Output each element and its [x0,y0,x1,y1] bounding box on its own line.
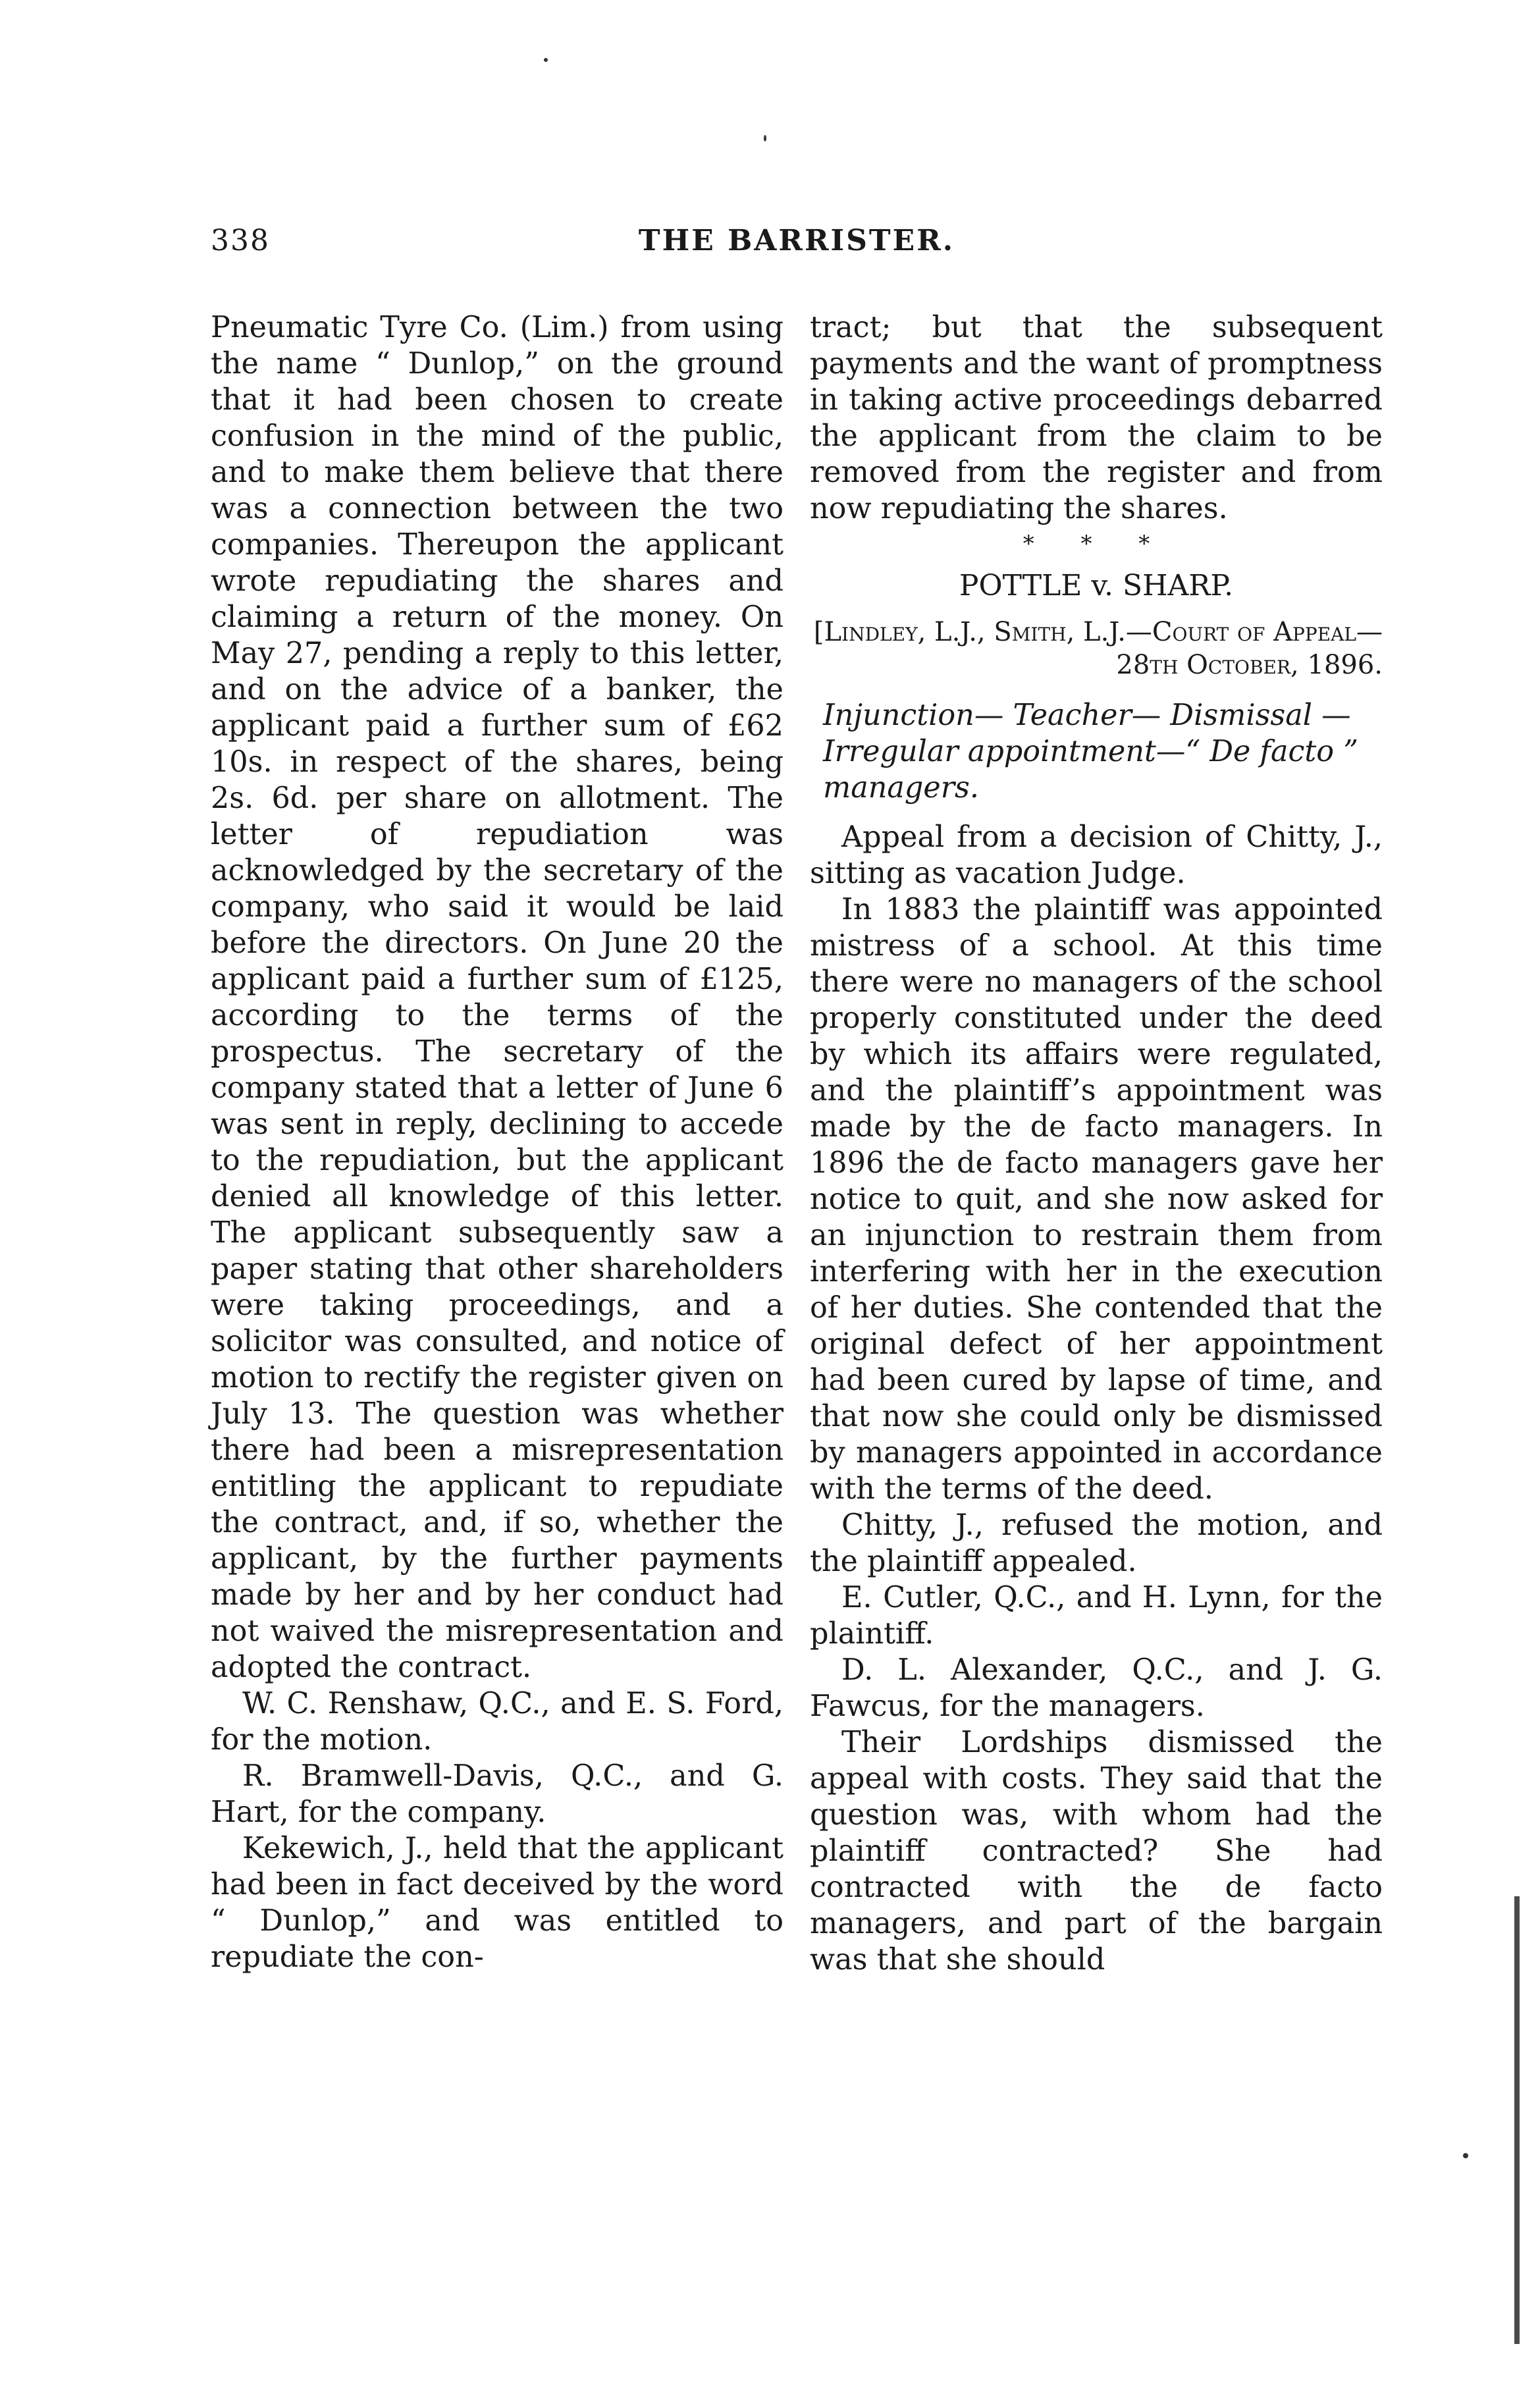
paragraph: R. Bramwell-Davis, Q.C., and G. Hart, for the company. [211,1759,783,1829]
paragraph: Pneumatic Tyre Co. (Lim.) from using the name “ Dunlop,” on the ground that it had been chosen to create confusion in the mind of the public, and to make them believe that there was a connection between the two companies. Thereupon the applicant wrote repudiating the shares and claiming a return of the money. On May 27, pending a reply to this letter, and on the advice of a banker, the applicant paid a further sum of £62 10s. in respect of the shares, being 2s. 6d. per share on allotment. The letter of repudiation was acknowledged by the secretary of the company, who said it would be laid before the directors. On June 20 the applicant paid a further sum of £125, according to the terms of the prospectus. The secretary of the company stated that a letter of June 6 was sent in reply, declining to accede to the repudiation, but the applicant denied all knowledge of this letter. The applicant subsequently saw a paper stating that other shareholders were taking proceedings, and a solicitor was consulted, and notice of motion to rectify the register given on July 13. The question was whether there had been a misrepresentation entitling the applicant to repudiate the contract, and, if so, whether the applicant, by the further payments made by her and by her conduct had not waived the misrepresentation and adopted the contract. [211,311,783,1684]
paragraph: D. L. Alexander, Q.C., and J. G. Fawcus, for the managers. [810,1653,1383,1723]
paragraph: Their Lordships dismissed the appeal with costs. They said that the question was, with whom had the plaintiff contracted? She had contracted with the de facto managers, and part of the bargain was that she should [810,1726,1383,1977]
scan-speck [1463,2153,1468,2158]
scan-speck [764,135,766,142]
paragraph: W. C. Renshaw, Q.C., and E. S. Ford, for the motion. [211,1687,783,1757]
paragraph: Kekewich, J., held that the applicant had been in fact deceived by the word “ Dunlop,” and was entitled to repudiate the con- [211,1832,783,1974]
case-title: POTTLE v. SHARP. [959,569,1234,602]
running-title: THE BARRISTER. [638,224,955,257]
left-column [211,309,783,1975]
paragraph: E. Cutler, Q.C., and H. Lynn, for the plaintiff. [810,1581,1383,1651]
section-separator: * * * [1022,531,1170,557]
page-header [211,224,1383,270]
court-line: [Lindley, L.J., Smith, L.J.—Court of Appeal—28th October, 1896. [813,617,1383,680]
paragraph: Appeal from a decision of Chitty, J., sitting as vacation Judge. [810,820,1383,890]
headnote: Injunction— Teacher— Dismissal —Irregular appointment—“ De facto ” managers. [823,699,1358,805]
paragraph: tract; but that the subsequent payments and the want of promptness in taking active proceedings debarred the applicant from the claim to be removed from the register and from now repudiating the shares. [810,311,1383,525]
paragraph: Chitty, J., refused the motion, and the plaintiff appealed. [810,1508,1383,1578]
paragraph: In 1883 the plaintiff was appointed mistress of a school. At this time there were no managers of the school properly constituted under the deed by which its affairs were regulated, and the plaintiff’s appointment was made by the de facto managers. In 1896 the de facto managers gave her notice to quit, and she now asked for an injunction to restrain them from interfering with her in the execution of her duties. She contended that the original defect of her appointment had been cured by lapse of time, and that now she could only be dismissed by managers appointed in accordance with the terms of the deed. [810,893,1383,1506]
scan-edge-mark [1514,1896,1520,2344]
scan-speck [544,58,548,62]
page-number: 338 [211,224,270,257]
right-column [810,309,1383,1978]
